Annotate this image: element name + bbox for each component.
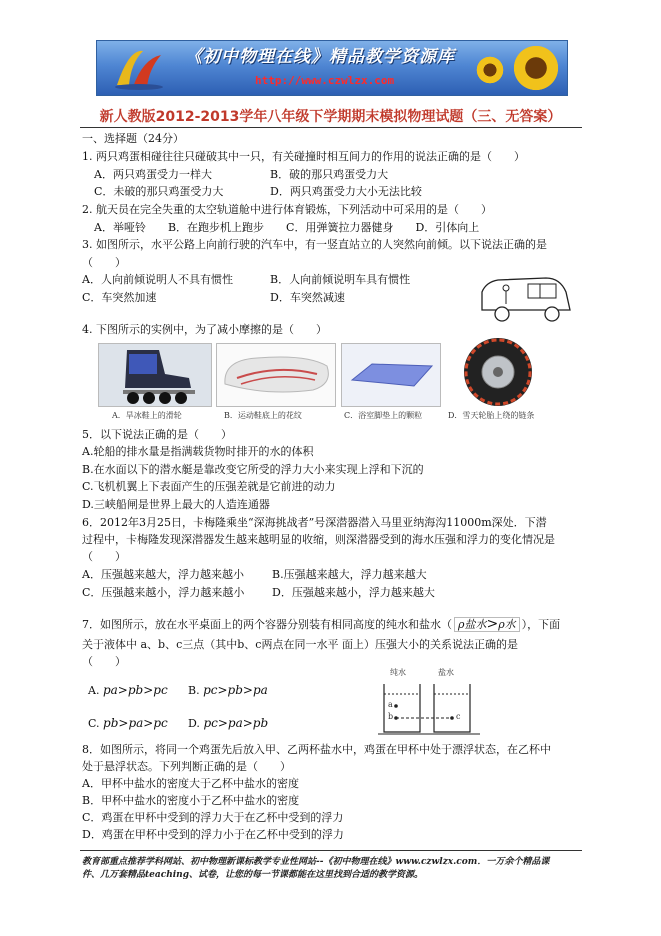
question-6-option-c: C．压强越来越小，浮力越来越小 xyxy=(82,586,245,599)
option-a-label: A. xyxy=(88,684,100,697)
site-logo-icon xyxy=(109,45,169,91)
label-salt-water: 盐水 xyxy=(438,668,454,677)
title-divider xyxy=(80,127,582,128)
question-8-option-b: B．甲杯中盐水的密度小于乙杯中盐水的密度 xyxy=(82,794,300,807)
car-figure xyxy=(476,270,576,332)
containers-figure xyxy=(376,668,486,740)
banner-title: 《初中物理在线》精品教学资源库 xyxy=(185,47,455,67)
footer xyxy=(82,856,582,882)
question-6-stem-cont2: （ ） xyxy=(82,550,126,563)
caption-a: A．旱冰鞋上的滑轮 xyxy=(112,411,182,420)
question-8-option-c: C．鸡蛋在甲杯中受到的浮力大于在乙杯中受到的浮力 xyxy=(82,811,344,824)
question-3-option-a: A．人向前倾说明人不具有惯性 xyxy=(82,273,233,286)
question-6-stem-cont: 过程中，卡梅隆发现深潜器发生越来越明显的收缩，则深潜器受到的海水压强和浮力的变化情况是 xyxy=(82,533,555,546)
question-5-option-b: B.在水面以下的潜水艇是靠改变它所受的浮力大小来实现上浮和下沉的 xyxy=(82,463,424,476)
question-6-option-d: D．压强越来越小，浮力越来越大 xyxy=(272,586,435,599)
option-c-label: C. xyxy=(88,717,100,730)
question-2-stem: 2. 航天员在完全失重的太空轨道舱中进行体育锻炼，下列活动中可采用的是（ ） xyxy=(82,203,492,216)
rho-water: ρ水 xyxy=(498,618,516,631)
question-6-stem: 6．2012年3月25日，卡梅隆乘坐“深海挑战者”号深潜器潜入马里亚纳海沟11000m深处．下潜 xyxy=(82,516,547,529)
point-a-label: a xyxy=(388,700,393,709)
banner-url: http://www.czwlzx.com xyxy=(255,74,395,87)
question-3-stem: 3. 如图所示，水平公路上向前行驶的汽车中，有一竖直站立的人突然向前倾。以下说法正确的是 xyxy=(82,238,547,251)
footer-divider xyxy=(80,850,582,851)
option-b-label: B. xyxy=(188,684,200,697)
option-d-expr: pc>pa>pb xyxy=(203,716,269,730)
point-b-label: b xyxy=(388,712,394,721)
question-7-option-b xyxy=(188,683,268,697)
caption-d: D．雪天轮胎上绕的链条 xyxy=(448,411,535,420)
question-7-option-d xyxy=(188,716,268,730)
option-d-label: D. xyxy=(188,717,200,730)
rollerskate-image xyxy=(98,343,212,407)
question-7-stem-cont2: （ ） xyxy=(82,655,126,668)
option-a-expr: pa>pb>pc xyxy=(102,683,168,697)
question-5-option-c: C.飞机机翼上下表面产生的压强差就是它前进的动力 xyxy=(82,480,336,493)
question-8-option-d: D．鸡蛋在甲杯中受到的浮力小于在乙杯中受到的浮力 xyxy=(82,828,344,841)
question-1-option-b: B．破的那只鸡蛋受力大 xyxy=(270,168,389,181)
tire-chain-image xyxy=(446,336,550,408)
question-3-stem-cont: （ ） xyxy=(82,256,126,269)
question-1-option-a: A．两只鸡蛋受力一样大 xyxy=(94,168,212,181)
shoe-sole-image xyxy=(216,343,336,407)
document-title: 新人教版2012-2013学年八年级下学期期末模拟物理试题（三、无答案） xyxy=(99,109,562,125)
rho-salt: ρ盐水 xyxy=(458,618,487,631)
question-1-stem: 1. 两只鸡蛋相碰往往只碰破其中一只，有关碰撞时相互间力的作用的说法正确的是（ ） xyxy=(82,150,525,163)
section-heading: 一、选择题（24分） xyxy=(82,132,184,145)
question-5-option-d: D.三峡船闸是世界上最大的人造连通器 xyxy=(82,498,270,511)
gt-sign: > xyxy=(486,616,499,632)
caption-b: B．运动鞋底上的花纹 xyxy=(224,411,302,420)
question-8-option-a: A．甲杯中盐水的密度大于乙杯中盐水的密度 xyxy=(82,777,299,790)
footer-line-2: 件、几万套精品teaching、试卷，让您的每一节课都能在这里找到合适的教学资源。 xyxy=(82,870,423,881)
caption-c: C．浴室脚垫上的颗粒 xyxy=(344,411,423,420)
question-7-stem-cont: 关于液体中 a、b、c三点（其中b、c两点在同一水平 面上）压强大小的关系说法正确的是 xyxy=(82,638,518,651)
question-6-option-b: B.压强越来越大，浮力越来越大 xyxy=(272,568,427,581)
question-1-option-c: C．未破的那只鸡蛋受力大 xyxy=(94,185,224,198)
question-3-option-c: C．车突然加速 xyxy=(82,291,157,304)
question-7-option-a xyxy=(88,683,168,697)
question-7-stem-end: ），下面 xyxy=(521,618,561,631)
question-7-stem-start: 7．如图所示，放在水平桌面上的两个容器分别装有相同高度的纯水和盐水（ xyxy=(82,618,452,631)
question-1-option-d: D．两只鸡蛋受力大小无法比较 xyxy=(270,185,422,198)
sunflower-icon xyxy=(511,43,561,93)
question-8-stem-cont: 处于悬浮状态。下列判断正确的是（ ） xyxy=(82,760,291,773)
question-5-option-a: A.轮船的排水量是指满载货物时排开的水的体积 xyxy=(82,445,314,458)
question-5-stem: 5．以下说法正确的是（ ） xyxy=(82,428,232,441)
density-comparison xyxy=(454,617,520,632)
question-7-option-c xyxy=(88,716,168,730)
question-4-stem: 4. 下图所示的实例中，为了减小摩擦的是（ ） xyxy=(82,323,327,336)
question-3-option-b: B．人向前倾说明车具有惯性 xyxy=(270,273,411,286)
footer-line-1: 教育部重点推荐学科网站、初中物理新课标教学专业性网站--《初中物理在线》www.czwlzx.com．一万余个精品课 xyxy=(82,857,550,867)
question-6-option-a: A．压强越来越大，浮力越来越小 xyxy=(82,568,244,581)
question-7-stem xyxy=(82,616,560,633)
label-pure-water: 纯水 xyxy=(390,668,406,677)
option-b-expr: pc>pb>pa xyxy=(203,683,268,697)
header-banner xyxy=(96,40,568,96)
question-3-option-d: D．车突然减速 xyxy=(270,291,345,304)
question-2-options: A．举哑铃 B．在跑步机上跑步 C．用弹簧拉力器健身 D．引体向上 xyxy=(94,221,480,234)
point-c-label: c xyxy=(456,712,461,721)
option-c-expr: pb>pa>pc xyxy=(103,716,168,730)
bath-mat-image xyxy=(341,343,441,407)
sunflower-icon xyxy=(475,55,505,85)
question-8-stem: 8．如图所示，将同一个鸡蛋先后放入甲、乙两杯盐水中，鸡蛋在甲杯中处于漂浮状态，在乙杯中 xyxy=(82,743,551,756)
